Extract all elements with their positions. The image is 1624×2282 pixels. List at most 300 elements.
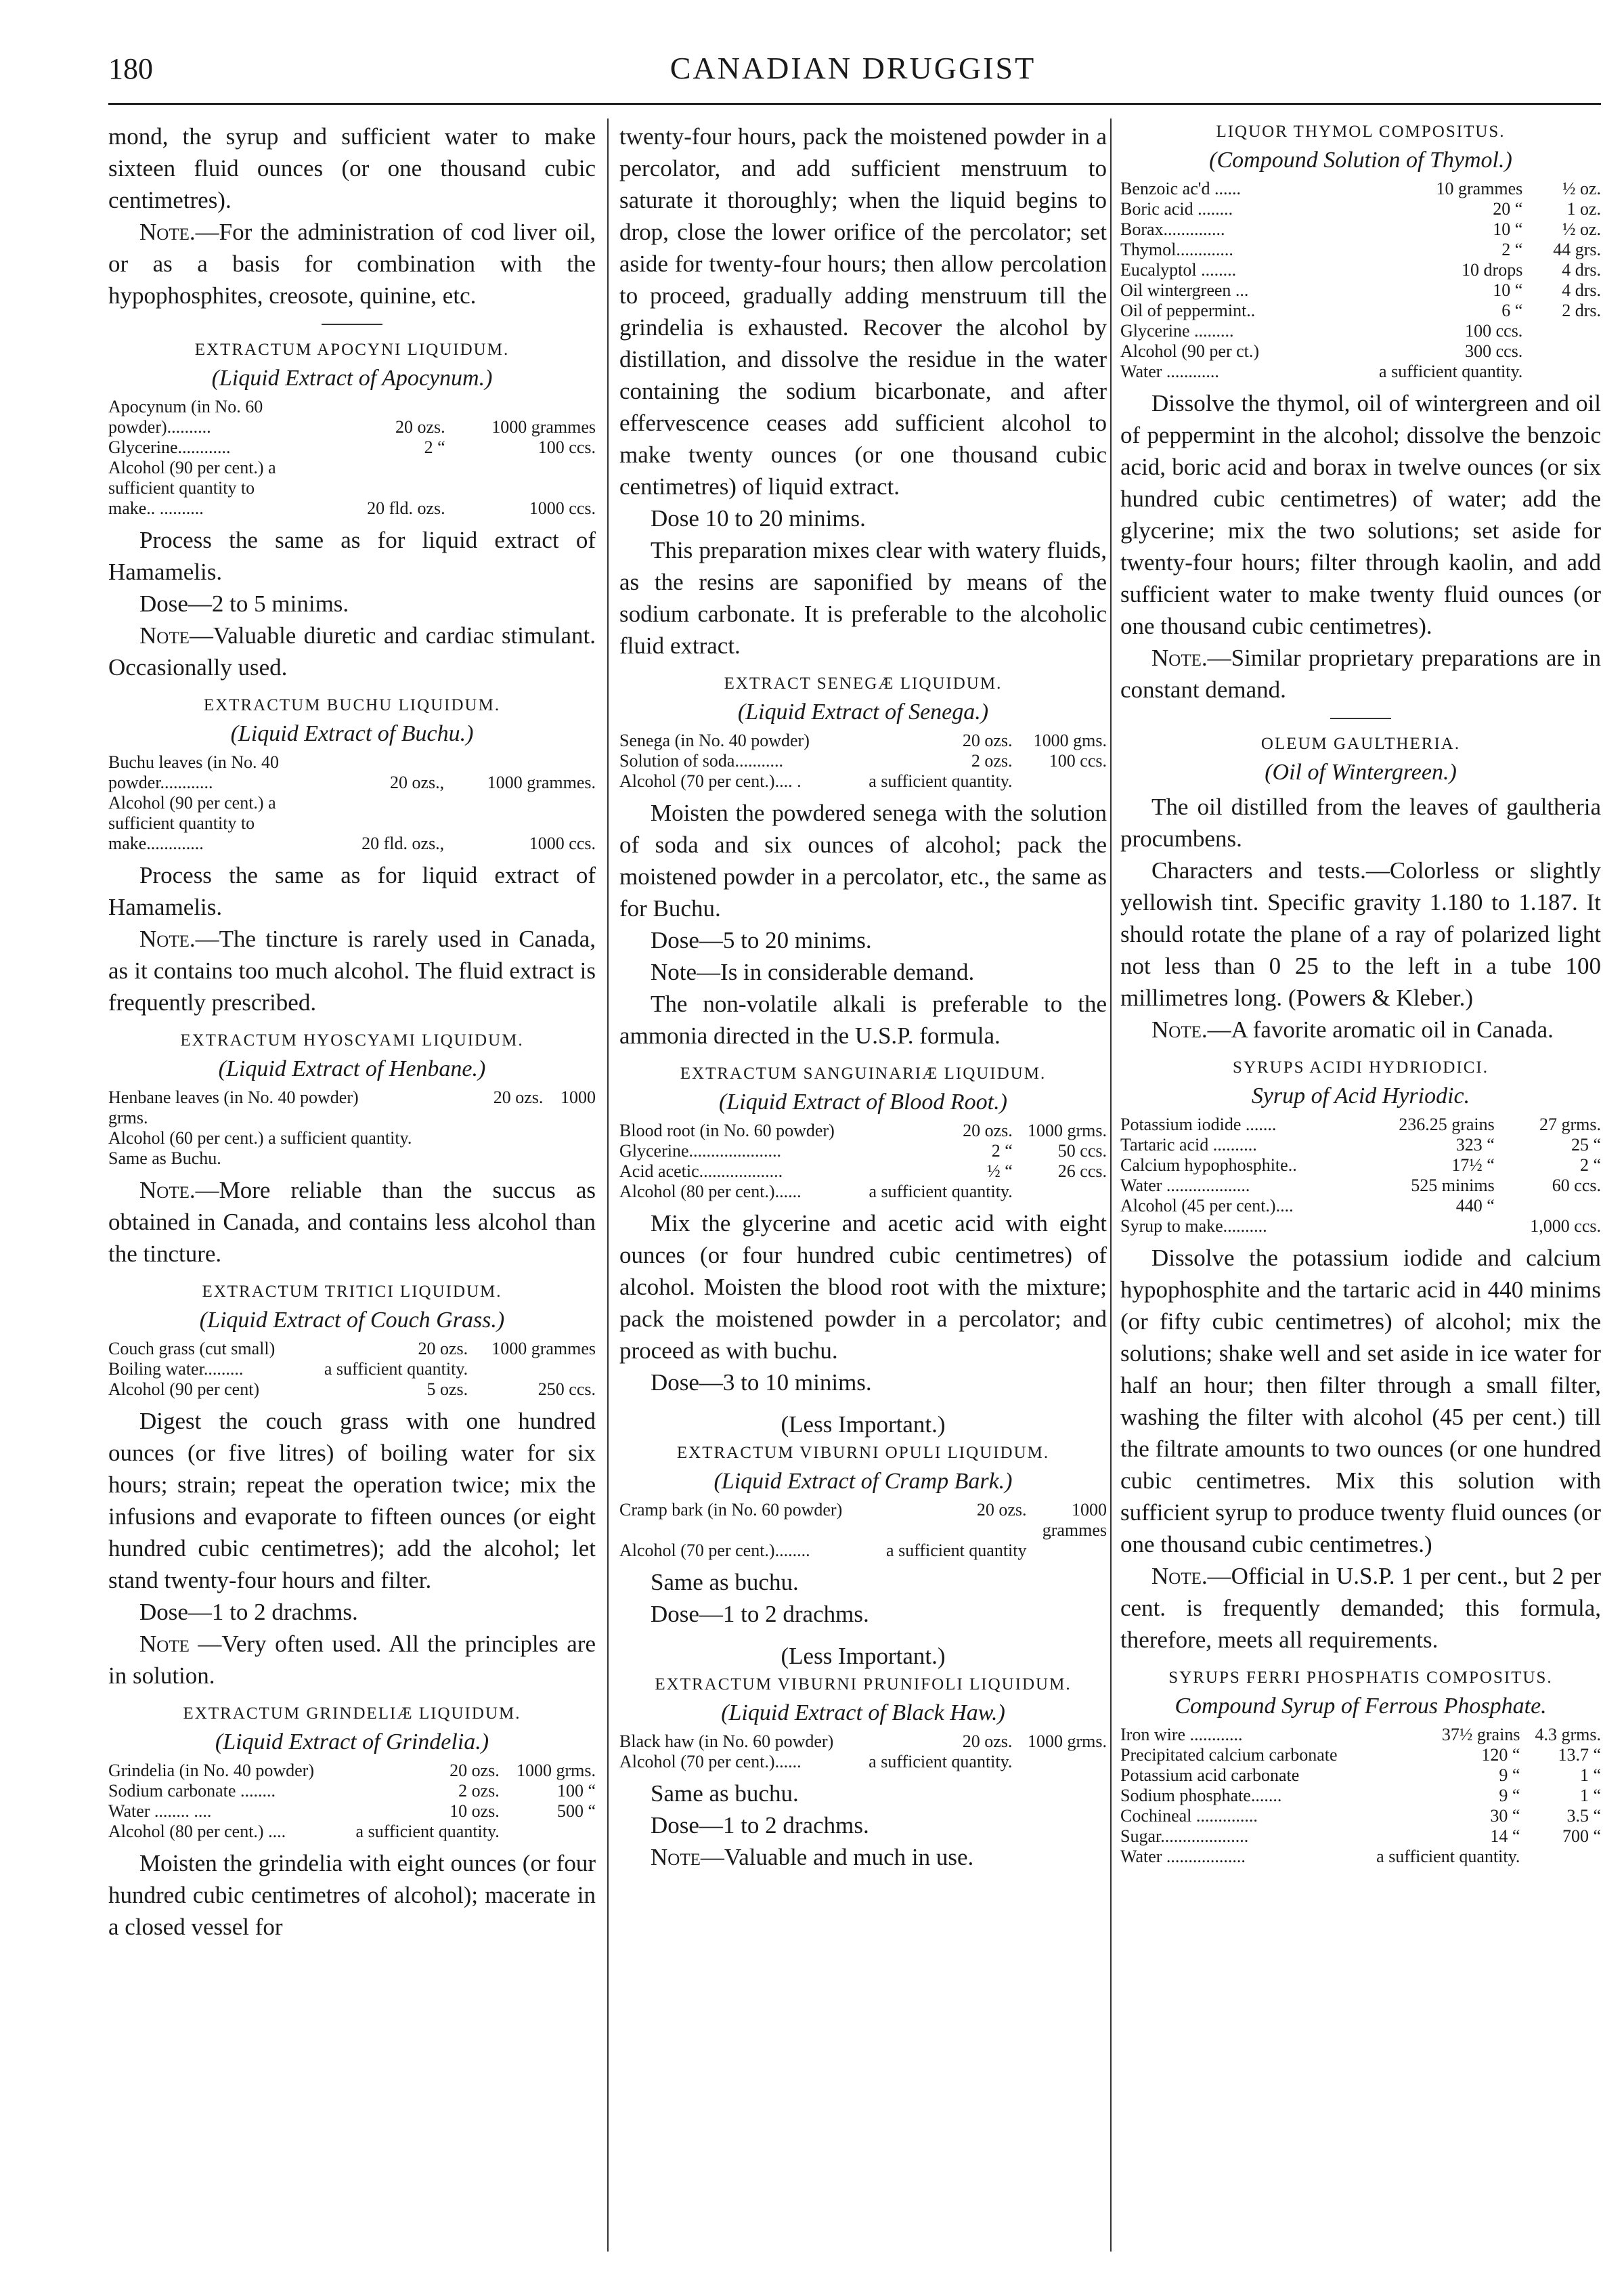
ingredient-metric xyxy=(444,752,596,773)
paragraph xyxy=(619,1841,1107,1873)
note-label: Note xyxy=(651,1844,701,1870)
ingredient-name: Black haw (in No. 60 powder) xyxy=(619,1731,834,1751)
paragraph xyxy=(619,988,1107,1052)
ingredient-name xyxy=(619,1520,866,1541)
formula-row xyxy=(108,1108,596,1128)
formula-row xyxy=(1120,179,1601,199)
ingredient-amount xyxy=(476,1108,543,1128)
ingredient-name: Alcohol (70 per cent.).... . xyxy=(619,771,802,791)
ingredient-metric xyxy=(1522,321,1601,341)
paragraph-text: Dose—3 to 10 minims. xyxy=(651,1369,872,1396)
formula-row xyxy=(619,1520,1107,1541)
header-rule xyxy=(108,103,1601,105)
running-head: CANADIAN DRUGGIST xyxy=(670,51,1036,85)
ingredient-metric: 2 “ xyxy=(1579,1155,1601,1175)
note-label: Note. xyxy=(139,219,196,245)
ingredient-metric: 44 grs. xyxy=(1553,240,1601,259)
ingredient-metric xyxy=(543,1108,596,1128)
paragraph xyxy=(108,1405,596,1596)
formula-row xyxy=(1120,1216,1601,1236)
ingredient-metric xyxy=(1012,1752,1107,1772)
paragraph xyxy=(108,524,596,588)
ingredient-metric xyxy=(1027,1541,1107,1561)
ingredient-metric: 25 “ xyxy=(1571,1135,1601,1155)
paragraph-text: Note—Is in considerable demand. xyxy=(651,959,975,985)
ingredient-metric: grammes xyxy=(1042,1520,1107,1540)
section-subtitle: (Liquid Extract of Black Haw.) xyxy=(721,1700,1005,1725)
section-title: EXTRACTUM SANGUINARIÆ LIQUIDUM. xyxy=(680,1064,1047,1083)
ingredient-metric xyxy=(1520,1847,1601,1867)
paragraph xyxy=(619,1566,1107,1598)
ingredient-amount xyxy=(1358,1216,1494,1236)
ingredient-name: Benzoic ac'd ...... xyxy=(1120,179,1241,198)
section-title: SYRUPS FERRI PHOSPHATIS COMPOSITUS. xyxy=(1168,1669,1553,1687)
formula-table xyxy=(1120,1115,1601,1236)
formula-row xyxy=(108,834,596,854)
section-title: EXTRACTUM BUCHU LIQUIDUM. xyxy=(203,696,501,714)
formula-table xyxy=(619,1121,1107,1202)
column-2 xyxy=(619,121,1107,1873)
ingredient-metric: 100 “ xyxy=(556,1781,596,1801)
paragraph xyxy=(1120,855,1601,1014)
ingredient-amount: a sufficient quantity. xyxy=(1376,1847,1520,1866)
paragraph xyxy=(108,1596,596,1628)
section-title: LIQUOR THYMOL COMPOSITUS. xyxy=(1216,123,1506,141)
formula-table xyxy=(108,1339,596,1400)
formula-row xyxy=(108,1128,596,1148)
ingredient-metric xyxy=(500,1822,596,1842)
formula-section xyxy=(619,1062,1107,1202)
ingredient-name: Alcohol (45 per cent.).... xyxy=(1120,1196,1294,1215)
section-title: OLEUM GAULTHERIA. xyxy=(1260,735,1461,753)
paragraph xyxy=(619,956,1107,988)
section-subtitle: (Liquid Extract of Henbane.) xyxy=(218,1056,486,1081)
note-label: Note. xyxy=(1151,1016,1208,1043)
paragraph-text: —For the administration of cod liver oil, or as a basis for combination with the hypophosphites, creosote, quinine, etc. xyxy=(108,219,596,309)
formula-table xyxy=(1120,179,1601,382)
paragraph xyxy=(108,216,596,311)
formula-row xyxy=(1120,1826,1601,1847)
paragraph-text: This preparation mixes clear with watery fluids, as the resins are saponified by means of the sodium carbonate. It is preferable to the alcoholic fluid extract. xyxy=(619,537,1107,659)
formula-row xyxy=(619,1541,1107,1561)
formula-row xyxy=(108,397,596,417)
ingredient-metric: 26 ccs. xyxy=(1057,1161,1107,1181)
paragraph-text: Dissolve the potassium iodide and calcium hypophosphite and the tartaric acid in 440 minims (or fifty cubic centimetres) of alcohol; mix the solutions; shake well and set aside in ice water for half an hour; then filter through a small filter, washing the filter with alcohol (45 per cent.) till the filtrate amounts to two ounces (or one hundred cubic centimetres. Mix this solution with sufficient syrup to produce twenty fluid ounces (or one thousand cubic centimetres.) xyxy=(1120,1245,1601,1557)
ingredient-metric xyxy=(468,1359,596,1379)
ingredient-name: Syrup to make.......... xyxy=(1120,1216,1267,1236)
formula-table xyxy=(108,752,596,854)
ingredient-amount: 120 “ xyxy=(1481,1745,1520,1765)
section-subtitle: (Liquid Extract of Couch Grass.) xyxy=(199,1308,505,1333)
formula-row xyxy=(619,1752,1107,1772)
section-title: EXTRACT SENEGÆ LIQUIDUM. xyxy=(724,674,1003,693)
ingredient-amount: 9 “ xyxy=(1499,1786,1520,1805)
ingredient-amount: 236.25 grains xyxy=(1399,1115,1495,1134)
ingredient-name: Precipitated calcium carbonate xyxy=(1120,1745,1338,1765)
ingredient-amount: 10 “ xyxy=(1493,219,1523,239)
formula-row xyxy=(108,498,596,519)
ingredient-name: Eucalyptol ........ xyxy=(1120,260,1237,280)
ingredient-metric: 1000 gms. xyxy=(1033,731,1107,750)
ingredient-metric: 1000 xyxy=(1072,1500,1107,1520)
formula-row xyxy=(1120,321,1601,341)
formula-row xyxy=(108,417,596,437)
ingredient-name: Grindelia (in No. 40 powder) xyxy=(108,1761,314,1780)
ingredient-name: Potassium acid carbonate xyxy=(1120,1765,1300,1785)
ingredient-name: Alcohol (80 per cent.) .... xyxy=(108,1822,286,1841)
ingredient-amount: a sufficient quantity xyxy=(886,1541,1027,1560)
section-subtitle: (Liquid Extract of Grindelia.) xyxy=(215,1729,489,1754)
formula-row xyxy=(1120,362,1601,382)
paragraph xyxy=(619,534,1107,662)
formula-row xyxy=(619,1141,1107,1161)
ingredient-amount xyxy=(866,1520,1027,1541)
ingredient-amount: a sufficient quantity. xyxy=(324,1359,468,1379)
note-label: Note. xyxy=(1151,645,1208,671)
formula-row xyxy=(1120,1176,1601,1196)
paragraph xyxy=(108,588,596,620)
formula-row xyxy=(108,1359,596,1379)
formula-row xyxy=(108,458,596,478)
ingredient-amount: 20 ozs. xyxy=(976,1500,1027,1520)
formula-row xyxy=(108,478,596,498)
ingredient-amount: 20 ozs. xyxy=(418,1339,468,1358)
ingredient-amount: 20 ozs. xyxy=(493,1088,544,1107)
ingredient-metric: 13.7 “ xyxy=(1558,1745,1601,1765)
paragraph xyxy=(108,1628,596,1692)
ingredient-amount: a sufficient quantity. xyxy=(1379,362,1523,381)
section-title: EXTRACTUM APOCYNI LIQUIDUM. xyxy=(194,341,510,359)
ingredient-amount: 525 minims xyxy=(1411,1176,1495,1195)
ingredient-metric xyxy=(445,458,596,478)
formula-row xyxy=(1120,341,1601,362)
formula-table xyxy=(1120,1725,1601,1867)
ingredient-name: Alcohol (90 per cent.) a xyxy=(108,458,276,477)
formula-row xyxy=(1120,1155,1601,1176)
formula-section xyxy=(619,672,1107,792)
paragraph-text: —Official in U.S.P. 1 per cent., but 2 per cent. is frequently demanded; this formula, therefore, meets all requirements. xyxy=(1120,1563,1601,1653)
ingredient-name: Water .................. xyxy=(1120,1847,1246,1866)
note-label: Note xyxy=(139,1631,190,1657)
ingredient-metric xyxy=(543,1128,596,1148)
ingredient-name: Potassium iodide ....... xyxy=(1120,1115,1277,1134)
ingredient-metric: 27 grms. xyxy=(1539,1115,1601,1134)
paragraph-text: Dose—1 to 2 drachms. xyxy=(651,1812,869,1838)
ingredient-amount: 2 ozs. xyxy=(971,751,1013,771)
ingredient-amount: a sufficient quantity. xyxy=(869,771,1013,791)
ingredient-name: Boric acid ........ xyxy=(1120,199,1233,219)
paragraph-text: mond, the syrup and sufficient water to make sixteen fluid ounces (or one thousand cubic centimetres). xyxy=(108,123,596,213)
ingredient-metric: 100 ccs. xyxy=(537,437,596,457)
formula-row xyxy=(1120,1115,1601,1135)
ingredient-metric xyxy=(1495,1196,1601,1216)
formula-row xyxy=(108,813,596,834)
ingredient-metric: 1,000 ccs. xyxy=(1530,1216,1601,1236)
ingredient-amount: 14 “ xyxy=(1490,1826,1520,1846)
formula-section xyxy=(108,1280,596,1400)
paragraph-text: —Valuable and much in use. xyxy=(700,1844,974,1870)
formula-row xyxy=(1120,1196,1601,1216)
ingredient-name: Couch grass (cut small) xyxy=(108,1339,276,1358)
ingredient-name: Oil wintergreen ... xyxy=(1120,280,1249,300)
formula-row xyxy=(619,1182,1107,1202)
ingredient-amount xyxy=(333,458,445,478)
ingredient-amount: 10 “ xyxy=(1493,280,1523,300)
ingredient-amount: 20 ozs. xyxy=(963,1121,1013,1140)
ingredient-metric: 1000 grms. xyxy=(1028,1731,1107,1751)
formula-row xyxy=(108,1379,596,1400)
formula-row xyxy=(619,1500,1107,1520)
paragraph xyxy=(619,1778,1107,1809)
ingredient-metric: 1 “ xyxy=(1579,1765,1601,1785)
formula-row xyxy=(108,1781,596,1801)
ingredient-name: Calcium hypophosphite.. xyxy=(1120,1155,1297,1175)
ingredient-amount: 2 “ xyxy=(424,437,445,457)
section-subtitle: (Liquid Extract of Apocynum.) xyxy=(211,366,493,391)
section-divider xyxy=(1330,718,1391,719)
paragraph xyxy=(619,1598,1107,1630)
paragraph-text: Digest the couch grass with one hundred ounces (or five litres) of boiling water for six hours; strain; repeat the operation twice; mix the infusions and evaporate to fifteen ounces (or eight hundred cubic centimetres); add the alcohol; let stand twenty-four hours and filter. xyxy=(108,1408,596,1593)
formula-table xyxy=(108,1761,596,1842)
ingredient-name: Alcohol (60 per cent.) a sufficient quantity. xyxy=(108,1128,412,1148)
ingredient-metric: 4 drs. xyxy=(1562,280,1601,300)
formula-row xyxy=(619,751,1107,771)
formula-row xyxy=(1120,240,1601,260)
ingredient-metric xyxy=(444,793,596,813)
formula-row xyxy=(1120,1745,1601,1765)
ingredient-amount: 17½ “ xyxy=(1451,1155,1495,1175)
formula-section xyxy=(108,1702,596,1842)
ingredient-name: Borax.............. xyxy=(1120,219,1225,239)
formula-row xyxy=(619,1121,1107,1141)
formula-row xyxy=(1120,219,1601,240)
ingredient-name: Water ............ xyxy=(1120,362,1219,381)
paragraph-text: Process the same as for liquid extract of Hamamelis. xyxy=(108,527,596,585)
formula-row xyxy=(108,1801,596,1822)
ingredient-name: Acid acetic................... xyxy=(619,1161,783,1181)
section-subtitle: (Liquid Extract of Blood Root.) xyxy=(719,1090,1007,1115)
ingredient-metric xyxy=(1522,362,1601,382)
ingredient-amount: 440 “ xyxy=(1455,1196,1495,1215)
ingredient-amount: a sufficient quantity. xyxy=(355,1822,500,1841)
formula-section xyxy=(108,1029,596,1169)
column-1 xyxy=(108,121,596,1943)
ingredient-metric: 500 “ xyxy=(556,1801,596,1821)
formula-row xyxy=(1120,260,1601,280)
section-title: EXTRACTUM VIBURNI OPULI LIQUIDUM. xyxy=(676,1444,1050,1462)
ingredient-name: Sugar.................... xyxy=(1120,1826,1249,1846)
ingredient-name: Water ................... xyxy=(1120,1176,1250,1195)
ingredient-metric: 50 ccs. xyxy=(1057,1141,1107,1161)
formula-row xyxy=(1120,1135,1601,1155)
section-subtitle: (Liquid Extract of Buchu.) xyxy=(230,721,474,746)
paragraph-text: Dose 10 to 20 minims. xyxy=(651,505,866,532)
ingredient-amount: 30 “ xyxy=(1490,1806,1520,1826)
ingredient-name: Cochineal .............. xyxy=(1120,1806,1258,1826)
ingredient-name: Alcohol (90 per cent.) a xyxy=(108,793,276,813)
formula-row xyxy=(619,731,1107,751)
ingredient-name: Iron wire ............ xyxy=(1120,1725,1243,1744)
ingredient-name: grms. xyxy=(108,1108,148,1127)
ingredient-name: Glycerine ......... xyxy=(1120,321,1234,341)
note-label: Note. xyxy=(139,926,196,952)
formula-row xyxy=(108,1822,596,1842)
paragraph xyxy=(1120,1242,1601,1560)
ingredient-metric xyxy=(1522,341,1601,362)
section-title: EXTRACTUM TRITICI LIQUIDUM. xyxy=(202,1283,502,1301)
formula-row xyxy=(1120,1765,1601,1786)
formula-table xyxy=(619,1500,1107,1561)
ingredient-name: Water ........ .... xyxy=(108,1801,212,1821)
ingredient-name: Sodium carbonate ........ xyxy=(108,1781,276,1801)
paragraph xyxy=(1120,642,1601,706)
formula-row xyxy=(619,1161,1107,1182)
formula-row xyxy=(1120,1725,1601,1745)
ingredient-name: powder............ xyxy=(108,773,213,792)
formula-section xyxy=(108,694,596,854)
ingredient-name: powder).......... xyxy=(108,417,211,437)
formula-row xyxy=(108,1761,596,1781)
ingredient-metric: 700 “ xyxy=(1562,1826,1601,1846)
ingredient-metric: 1000 xyxy=(561,1088,596,1107)
formula-row xyxy=(108,437,596,458)
paragraph xyxy=(108,121,596,216)
paragraph-text: Dose—1 to 2 drachms. xyxy=(651,1601,869,1627)
ingredient-name: Glycerine..................... xyxy=(619,1141,782,1161)
paragraph xyxy=(108,1847,596,1943)
ingredient-amount xyxy=(330,793,444,813)
ingredient-amount: 37½ grains xyxy=(1441,1725,1520,1744)
paragraph-text: Mix the glycerine and acetic acid with eight ounces (or four hundred cubic centimetres) of alcohol. Moisten the blood root with the mixture; pack the moistened powder in a percolator; and proceed as with buchu. xyxy=(619,1210,1107,1364)
ingredient-amount: 20 ozs. xyxy=(449,1761,500,1780)
section-title: EXTRACTUM GRINDELIÆ LIQUIDUM. xyxy=(183,1704,521,1723)
paragraph-text: Characters and tests.—Colorless or slightly yellowish tint. Specific gravity 1.180 to 1.187. It should rotate the plane of a ray of polarized light not less than 0 25 to the left in a tube 100 millimetres long. (Powers & Kleber.) xyxy=(1120,857,1601,1011)
ingredient-metric: 1000 grms. xyxy=(517,1761,596,1780)
paragraph xyxy=(1120,1014,1601,1046)
section-subtitle: (Liquid Extract of Senega.) xyxy=(737,699,989,725)
ingredient-name: Alcohol (90 per ct.) xyxy=(1120,341,1260,361)
ingredient-metric xyxy=(543,1148,596,1169)
ingredient-metric: 1000 grms. xyxy=(1028,1121,1107,1140)
page-number: 180 xyxy=(108,52,153,85)
paragraph-text: The non-volatile alkali is preferable to the ammonia directed in the U.S.P. formula. xyxy=(619,991,1107,1049)
section-title: EXTRACTUM VIBURNI PRUNIFOLI LIQUIDUM. xyxy=(655,1675,1072,1694)
paragraph xyxy=(1120,791,1601,855)
ingredient-name: Solution of soda........... xyxy=(619,751,783,771)
ingredient-amount: 10 ozs. xyxy=(449,1801,500,1821)
ingredient-name: Glycerine............ xyxy=(108,437,231,457)
page-header xyxy=(108,47,1598,102)
ingredient-amount xyxy=(333,478,445,498)
ingredient-amount: 20 fld. ozs., xyxy=(361,834,445,853)
section-subtitle: (Oil of Wintergreen.) xyxy=(1265,760,1457,785)
paragraph xyxy=(1120,1560,1601,1656)
ingredient-amount xyxy=(333,397,445,417)
ingredient-metric: 1 oz. xyxy=(1566,199,1601,219)
ingredient-amount: 10 grammes xyxy=(1436,179,1523,198)
ingredient-metric: ½ oz. xyxy=(1562,179,1601,198)
ingredient-name: make............. xyxy=(108,834,204,853)
section-title: EXTRACTUM HYOSCYAMI LIQUIDUM. xyxy=(180,1031,524,1050)
section-note: (Less Important.) xyxy=(781,1643,946,1669)
section-subtitle: (Compound Solution of Thymol.) xyxy=(1209,148,1512,173)
formula-row xyxy=(108,1088,596,1108)
ingredient-metric: 4.3 grms. xyxy=(1535,1725,1601,1744)
paragraph xyxy=(1120,387,1601,642)
formula-row xyxy=(1120,1847,1601,1867)
paragraph xyxy=(108,859,596,923)
ingredient-amount: 2 ozs. xyxy=(458,1781,500,1801)
ingredient-amount: 6 “ xyxy=(1501,301,1523,320)
paragraph xyxy=(619,502,1107,534)
ingredient-name: Henbane leaves (in No. 40 powder) xyxy=(108,1088,359,1107)
ingredient-name: Tartaric acid .......... xyxy=(1120,1135,1257,1155)
formula-row xyxy=(108,1339,596,1359)
ingredient-name: sufficient quantity to xyxy=(108,478,255,498)
ingredient-amount: a sufficient quantity. xyxy=(869,1752,1013,1771)
ingredient-metric: 1000 grammes xyxy=(491,417,596,437)
ingredient-metric: ½ oz. xyxy=(1562,219,1601,239)
ingredient-metric: 250 ccs. xyxy=(537,1379,596,1399)
ingredient-amount xyxy=(476,1148,543,1169)
ingredient-name: Alcohol (90 per cent) xyxy=(108,1379,260,1399)
formula-table xyxy=(108,1088,596,1169)
ingredient-amount xyxy=(330,813,444,834)
formula-table xyxy=(619,731,1107,792)
paragraph xyxy=(619,121,1107,502)
formula-row xyxy=(1120,199,1601,219)
ingredient-amount: 5 ozs. xyxy=(426,1379,468,1399)
ingredient-metric: 1000 ccs. xyxy=(529,834,596,853)
paragraph-text: Dose—2 to 5 minims. xyxy=(139,590,349,617)
formula-row xyxy=(1120,280,1601,301)
ingredient-amount: 20 ozs. xyxy=(962,1731,1013,1751)
paragraph xyxy=(619,1366,1107,1398)
section-subtitle: Compound Syrup of Ferrous Phosphate. xyxy=(1175,1694,1547,1719)
formula-section xyxy=(1120,1666,1601,1867)
paragraph xyxy=(619,924,1107,956)
formula-section xyxy=(1120,718,1601,788)
paragraph-text: —The tincture is rarely used in Canada, as it contains too much alcohol. The fluid extract is frequently prescribed. xyxy=(108,926,596,1016)
paragraph-text: —Very often used. All the principles are in solution. xyxy=(108,1631,596,1689)
column-3 xyxy=(1120,121,1601,1872)
paragraph-text: Same as buchu. xyxy=(651,1780,799,1807)
paragraph xyxy=(619,797,1107,924)
ingredient-amount: ½ “ xyxy=(987,1161,1013,1181)
paragraph-text: —Similar proprietary preparations are in constant demand. xyxy=(1120,645,1601,703)
ingredient-amount: 20 “ xyxy=(1493,199,1523,219)
note-label: Note. xyxy=(139,1177,196,1203)
section-title: SYRUPS ACIDI HYDRIODICI. xyxy=(1233,1058,1489,1077)
paragraph-text: The oil distilled from the leaves of gaultheria procumbens. xyxy=(1120,794,1601,852)
ingredient-metric xyxy=(1013,1182,1107,1202)
ingredient-metric: 3.5 “ xyxy=(1566,1806,1601,1826)
paragraph-text: Dose—1 to 2 drachms. xyxy=(139,1599,358,1625)
ingredient-name: make.. .......... xyxy=(108,498,204,518)
formula-row xyxy=(619,1731,1107,1752)
ingredient-metric: 1000 grammes. xyxy=(487,773,596,792)
column-separator xyxy=(1110,119,1112,2252)
paragraph-text: Same as buchu. xyxy=(651,1569,799,1595)
formula-section xyxy=(619,1641,1107,1772)
note-label: Note. xyxy=(1151,1563,1208,1589)
ingredient-amount: 20 fld. ozs. xyxy=(367,498,445,518)
formula-section xyxy=(108,324,596,519)
ingredient-metric xyxy=(445,478,596,498)
ingredient-metric xyxy=(1013,771,1107,792)
ingredient-metric: 1000 ccs. xyxy=(529,498,596,518)
formula-row xyxy=(108,752,596,773)
